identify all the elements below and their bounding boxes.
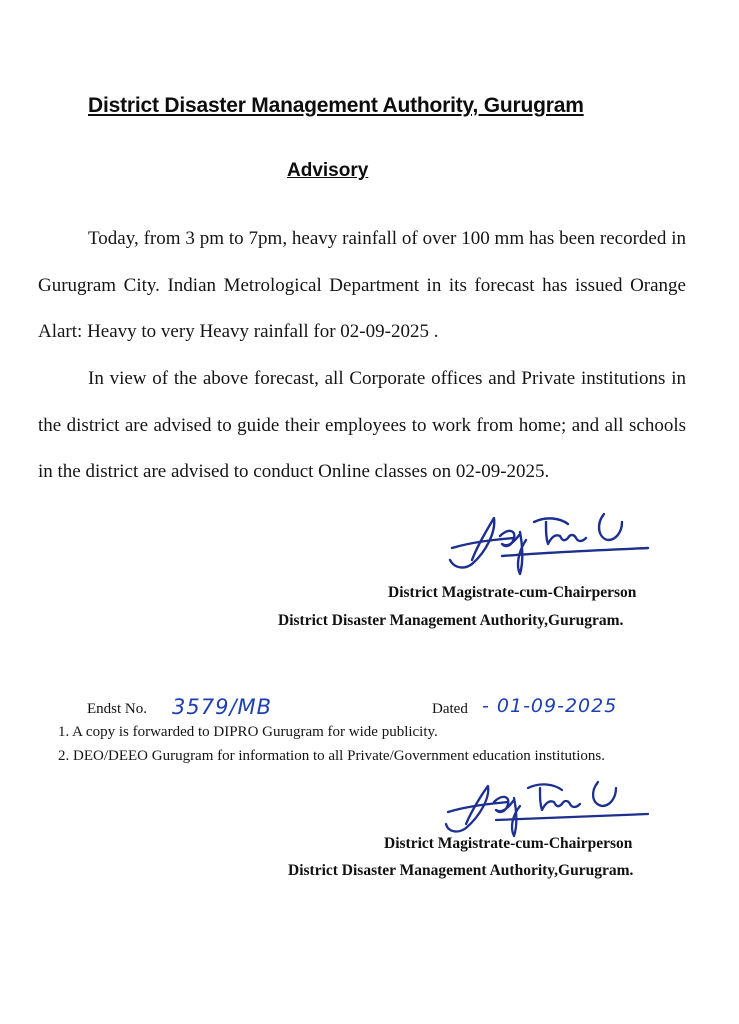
paragraph-1-text: Today, from 3 pm to 7pm, heavy rainfall of over 100 mm has been recorded in Gurugram City. Indian Metrological Department in its forecast has issued Orange Alart: Heavy to very Heavy rainfall for 02-09-2025 .	[38, 228, 686, 342]
signature-2	[438, 776, 660, 842]
signatory-org-1: District Disaster Management Authority,Gurugram.	[278, 612, 624, 629]
signatory-title-1: District Magistrate-cum-Chairperson	[388, 584, 637, 601]
document-title: District Disaster Management Authority, Gurugram	[88, 94, 584, 117]
advisory-paragraph-2	[38, 356, 686, 496]
endorsement-number: 3579/MB	[172, 695, 273, 719]
advisory-paragraph-1	[38, 216, 686, 356]
signatory-org-2: District Disaster Management Authority,Gurugram.	[288, 862, 634, 879]
signatory-title-2: District Magistrate-cum-Chairperson	[384, 835, 633, 852]
dated-value: - 01-09-2025	[482, 695, 618, 717]
copy-item-2: 2. DEO/DEEO Gurugram for information to all Private/Government education institutions.	[58, 748, 605, 764]
paragraph-2-text: In view of the above forecast, all Corporate offices and Private institutions in the district are advised to guide their employees to work from home; and all schools in the district are advised to conduct Online classes on 02-09-2025.	[38, 368, 686, 482]
dated-label: Dated	[432, 701, 468, 717]
signature-1	[442, 508, 664, 580]
document-subtitle: Advisory	[287, 160, 369, 181]
copy-item-1: 1. A copy is forwarded to DIPRO Gurugram for wide publicity.	[58, 724, 438, 740]
endorsement-label: Endst No.	[87, 701, 147, 717]
